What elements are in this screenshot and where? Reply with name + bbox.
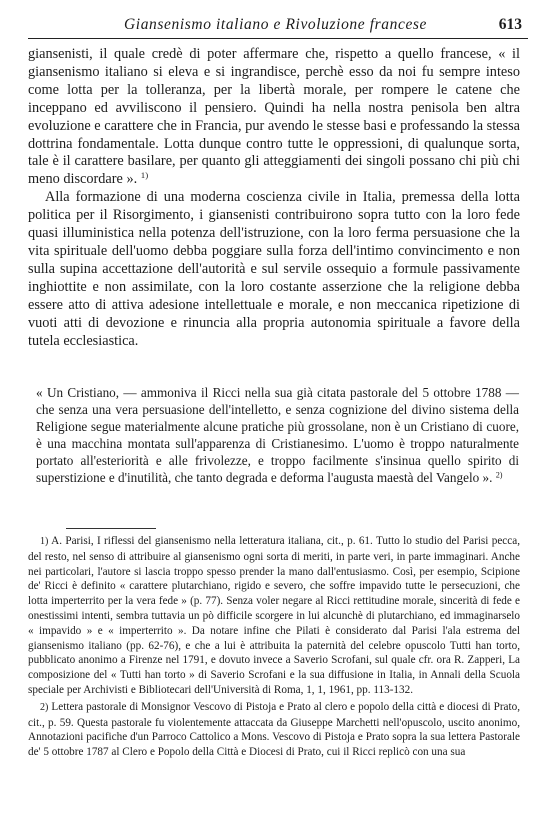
page-number: 613 xyxy=(498,16,522,33)
footnote-2-text: Lettera pastorale di Monsignor Vescovo di Pistoja e Prato al clero e popolo della città e diocesi di Prato, cit., p. 59. Questa pastorale fu violentemente attaccata da Giuseppe Marchetti nell'opuscolo, uscito anonimo, Annotazioni pacifiche d'un Parroco Cattolico a Mons. Vescovo di Pistoja e Prato sopra la sua lettera Pastorale de' 5 ottobre 1787 al Clero e Popolo della Città e Diocesi di Prato, cui il Ricci replicò con una sua xyxy=(28,700,521,759)
page-header xyxy=(28,16,528,39)
note-ref-2: 2) xyxy=(495,470,503,480)
footnote-1-text: A. Parisi, I riflessi del giansenismo nella letteratura italiana, cit., p. 61. Tutto lo studio del Parisi pecca, del resto, nel senso di attribuire al giansenismo ogni sorta di meriti, in parte veri, in parte immaginari. Anche nei particolari, l'autore si lascia troppo spesso prender la mano dall'entusiasmo. Così, per esempio, Scipione de' Ricci è definito « carattere plutarchiano, rigido e severo, che soffre impavido tutte le persecuzioni, che lotta imperterrito per la vera fede » (p. 77). Senza voler negare al Ricci rettitudine morale, sincerità di fede e onestissimi intenti, sembra tuttavia un pò difficile scorgere in lui alcunchè di plutarchiano, ed immaginarselo « impavido » e « imperterrito ». Da notare infine che Pilati è considerato dal Parisi l'ala estrema del giansenismo italiano (pp. 62-76), e che a lui è attribuita la paternità del celebre opuscolo Tutti han torto, pubblicato anonimo a Firenze nel 1791, e dovuto invece a Saverio Scrofani, sul quale cfr. ora R. Zapperi, La composizione del « Tutti han torto » di Saverio Scrofani e la sua diffusione in Italia, in Annali della Scuola speciale per Archivisti e Bibliotecari dell'Università di Roma, 1, 1, 1961, pp. 113-132. xyxy=(28,535,520,696)
running-title: Giansenismo italiano e Rivoluzione francese xyxy=(124,16,428,33)
main-text xyxy=(28,46,520,350)
footnote-2 xyxy=(28,700,520,760)
footnote-divider xyxy=(66,528,156,529)
paragraph-1-text: giansenisti, il quale credè di poter affermare che, rispetto a quello francese, « il giansenismo italiano si eleva e si ingrandisce, perchè esso da noi fu sempre inteso come lotta per la tolleranza, per la libertà morale, per rompere le catene che inceppano ed avviliscono il pensiero. Quindi ha nella nostra penisola ben altra evoluzione e carattere che in Francia, pur avendo le stesse basi e professando la stessa dottrina fondamentale. Lotta dunque contro tutte le oppressioni, di qualunque sorta, tale è il carattere basilare, per quanto gli atteggiamenti dei singoli possano chi più chi meno discordare ». xyxy=(28,46,520,188)
footnote-2-number: 2) xyxy=(40,701,49,713)
paragraph-1 xyxy=(28,46,520,189)
quote-paragraph xyxy=(36,385,519,486)
paragraph-2: Alla formazione di una moderna coscienza civile in Italia, premessa della lotta politica per il Risorgimento, i giansenisti contribuirono sopra tutto con la loro fede quasi illuministica nella potenza dell'istruzione, con la loro ferma persuasione che la vita spirituale dell'uomo debba poggiare sulla forza dell'intimo convincimento e non sulla supina accettazione dell'autorità e sul servile ossequio a formule passivamente inghiottite e non assimilate, con la loro costante asserzione che la religione debba essere atto di attiva adesione intellettuale e morale, e non meccanica ripetizione di vuoti atti di devozione e rinuncia alla propria autonomia spirituale a favore della tutela ecclesiastica. xyxy=(28,189,520,349)
note-ref-1: 1) xyxy=(140,170,149,181)
footnotes xyxy=(28,528,520,760)
quote-text: « Un Cristiano, — ammoniva il Ricci nella sua già citata pastorale del 5 ottobre 1788 — che senza una vera persuasione dell'intelletto, e senza cognizione del divino sistema della Religione segue materialmente alcune pratiche più grossolane, non è un Cristiano di cuore, è una macchina montata sull'apparenza di Cristianesimo. L'uomo è troppo naturalmente portato all'esteriorità e alle frivolezze, e troppo facilmente s'insinua quello spirito di superstizione e d'inutilità, che tanto degrada e deforma l'augusta maestà del Vangelo ». xyxy=(36,385,519,485)
footnote-1-number: 1) xyxy=(40,536,49,547)
block-quote xyxy=(36,385,519,486)
footnote-1 xyxy=(28,534,520,698)
